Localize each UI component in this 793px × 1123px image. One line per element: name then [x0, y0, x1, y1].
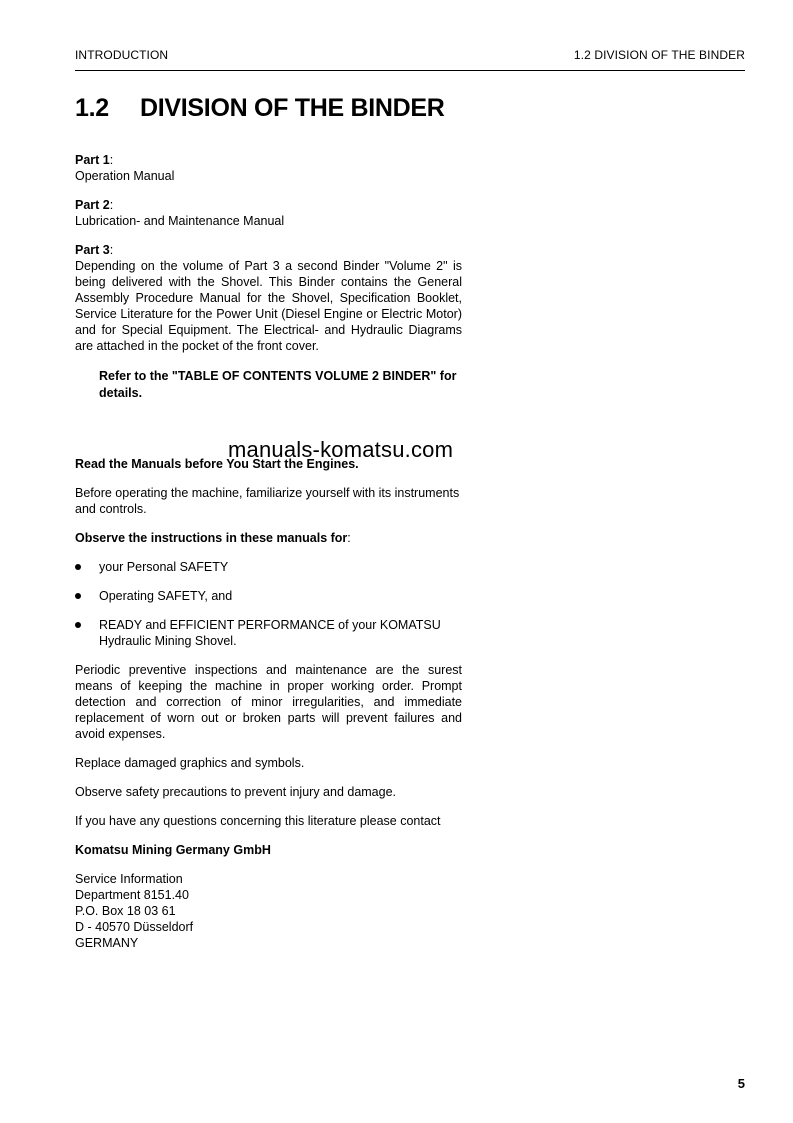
part-label: Part 2	[75, 198, 110, 212]
company-name: Komatsu Mining Germany GmbH	[75, 843, 271, 857]
address-line: GERMANY	[75, 936, 139, 950]
observe-heading: Observe the instructions in these manuals for:	[75, 531, 351, 545]
section-title: DIVISION OF THE BINDER	[140, 94, 445, 122]
read-text: Before operating the machine, familiarize yourself with its instruments and controls.	[75, 486, 460, 516]
part-label: Part 3	[75, 243, 110, 257]
section-number: 1.2	[75, 94, 109, 122]
main-column	[75, 152, 462, 951]
list-item: Operating SAFETY, and	[75, 588, 462, 604]
header-rule	[75, 70, 745, 71]
running-header-right: 1.2 DIVISION OF THE BINDER	[573, 48, 745, 62]
address-line: P.O. Box 18 03 61	[75, 904, 176, 918]
part-3: Part 3:	[75, 243, 114, 257]
questions-text: If you have any questions concerning this literature please contact	[75, 814, 441, 828]
part-text: Depending on the volume of Part 3 a second Binder "Volume 2" is being delivered with the Shovel. This Binder contains the General Assembly Procedure Manual for the Shovel, Specification Booklet, Service Literature for the Power Unit (Diesel Engine or Electric Motor) and for Special Equipment. The Electrical- and Hydraulic Diagrams are attached in the pocket of the front cover.	[75, 259, 462, 353]
part-2: Part 2:	[75, 198, 114, 212]
part-text: Lubrication- and Maintenance Manual	[75, 214, 285, 228]
page-number: 5	[737, 1076, 745, 1091]
part-label: Part 1	[75, 153, 110, 167]
running-header-left: INTRODUCTION	[75, 48, 169, 62]
bullet-list	[75, 559, 462, 649]
bullet-icon	[75, 564, 81, 570]
list-item: your Personal SAFETY	[75, 559, 462, 575]
watermark: manuals-komatsu.com	[228, 437, 454, 462]
address-block	[75, 871, 462, 951]
read-heading: Read the Manuals before You Start the Engines.	[75, 457, 359, 471]
address-line: Service Information	[75, 872, 183, 886]
part-text: Operation Manual	[75, 169, 175, 183]
safety-text: Observe safety precautions to prevent injury and damage.	[75, 785, 397, 799]
part-1: Part 1:	[75, 153, 114, 167]
page-title	[75, 94, 445, 123]
bullet-icon	[75, 622, 81, 628]
periodic-text: Periodic preventive inspections and maintenance are the surest means of keeping the machine in proper working order. Prompt detection and correction of minor irregularities, and immediate replacement of worn out or broken parts will prevent failures and avoid expenses.	[75, 663, 462, 741]
list-item: READY and EFFICIENT PERFORMANCE of your KOMATSU Hydraulic Mining Shovel.	[75, 617, 462, 649]
address-line: D - 40570 Düsseldorf	[75, 920, 194, 934]
address-line: Department 8151.40	[75, 888, 189, 902]
refer-note: Refer to the "TABLE OF CONTENTS VOLUME 2 BINDER" for details.	[99, 369, 457, 400]
bullet-icon	[75, 593, 81, 599]
replace-text: Replace damaged graphics and symbols.	[75, 756, 305, 770]
